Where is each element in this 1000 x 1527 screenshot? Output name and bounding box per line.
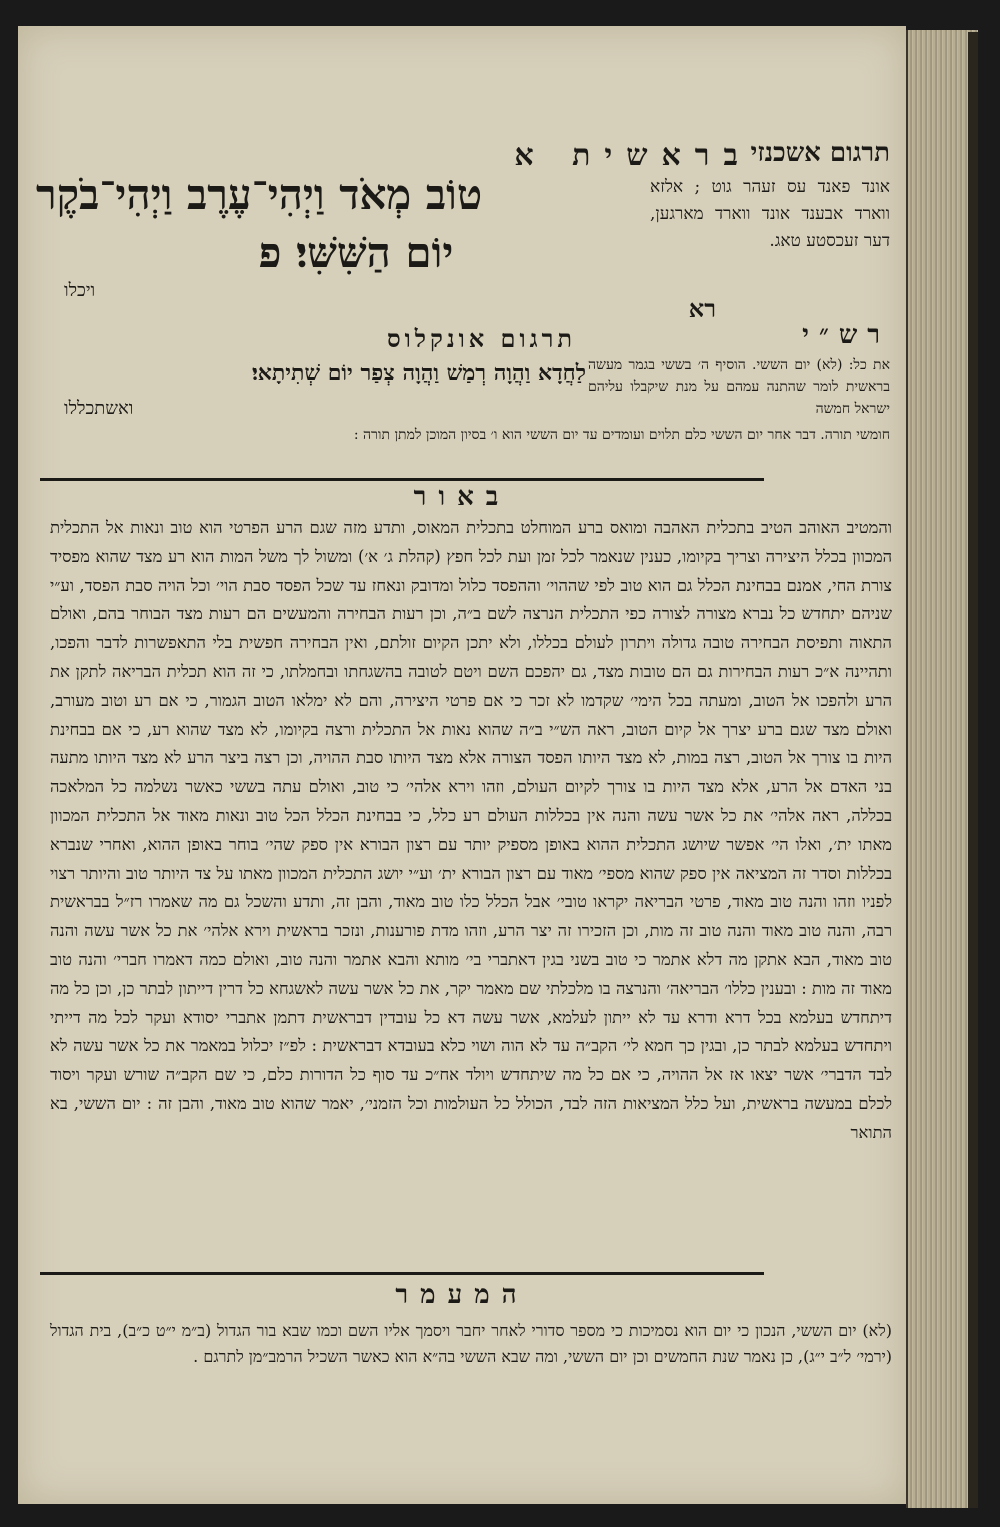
verse-line-1: טוֹב מְאֹד וַיְהִי־עֶרֶב וַיְהִי־בֹקֶר (36, 170, 483, 219)
rashi-commentary-continued: חומשי תורה. דבר אחר יום הששי כלם תלוים ועומדים עד יום הששי הוא ו׳ בסיון המוכן למתן תורה : (353, 427, 890, 443)
hebrew-verse (36, 166, 636, 282)
targum-ashkenazi-title: תרגום אשכנזי (750, 138, 890, 168)
divider-rule (40, 478, 764, 481)
biur-commentary: והמטיב האוהב הטיב בתכלית האהבה ומואס ברע המוחלט בתכלית המאוס, ותדע מזה שגם הרע הפרטי הוא טוב ונאות אל התכלית המכוון בכלל היצירה וצריך בקיומו, כענין שנאמר לכל זמן ועת לכל חפץ (קהלת ג׳ א׳) ומשול לך משל המות הוא רע מצד שהוא מפסיד צורת החי, אמנם בבחינת הכלל גם הוא טוב לפי שההוי׳ וההפסד כלול ומדובק ונאחז עד שכל הפסד סבת הוי׳ וכל הויה סבת הפסד, וע״י שניהם יתחדש כל נברא מצורה לצורה כפי התכלית הנרצה לשם ב״ה, וכן רעות הבחירה והמעשים הם רעות מצד הבוחר בהם, ואולם התאוה ותפיסת הבחירה טובה גדולה ויתרון לעולם בכללו, ולא יתכן הקיום זולתם, ואין הבחירה חפשית בלי התאפשרות לדבר והפכו, ותהיינה א״כ רעות הבחירות גם הם טובות מצד, גם יהפכם השם ויטם לטובה בהשגחתו ובחמלתו, כי זה הוא תכלית הבריאה לתקן את הרע ולהפכו אל הטוב, ומעתה בכל הימי׳ שקדמו לא זכר כי אם פרטי היצירה, והם לא ימלאו הטוב הגמור, כי אם רע וטוב מעורב, ואולם מצד שגם ברע יצרך אל קיום הטוב, ראה הש״י ב״ה שהוא נאות אל התכלית ורצה בקיומו, לא מצד שהוא רע, כי אם בבחינת היות בו צורך אל הטוב, רצה במות, לא מצד היותו הפסד הצורה אלא מצד היותו סבת ההויה, וכן רצה ביצר הרע לא מצד היותו מתעה בני האדם אל הרע, אלא מצד היות בו צורך לקיום העולם, וזהו וירא אלהי׳ כי טוב, ואולם עתה בששי כאשר נשלמה כל המלאכה בכללה, ראה אלהי׳ את כל אשר עשה והנה אין בכללות העולם רע כלל, כי בבחינת הכלל הכל טוב ונאות מאוד אל התכלית המכוון מאתו ית׳, ואלו הי׳ אפשר שיושג התכלית ההוא באופן מספיק יותר עם רצון הבורא אין ספק שהי׳ בוחר באופן ההוא, ואחרי שנברא בכללות וסדר זה המציאה אין ספק שהוא מספי׳ מאוד עם רצון הבורא ית׳ וע״י יושג התכלית המכוון מאתו על צד היותר טוב והיותר רצוי לפניו וזהו והנה טוב מאוד, פרטי הבריאה יקראו טובי׳ אבל הכלל כלו טוב מאוד, והבן זה, ותדע והשכל גם מה שאמרו רז״ל בבראשית רבה, והנה טוב מאוד והנה טוב זה מות, וכן הזכירו זה יצר הרע, וזהו מדת פורענות, ונזכר בראשית וירא אלהי׳ את כל אשר עשה והנה טוב מאוד, הבא אתקן מה דלא אתמר כי טוב בשני בגין דאתברי בי׳ מותא והבא אתמר והנה טוב, ואולם כמה דאמרו חברי׳ והנה טוב מאוד זה מות : ובענין כללו׳ הבריאה׳ והנרצה בו מלכלתי שם מאמר יקר, את כל אשר עשה לאשגחא כל דרין דייתון לבתר כן, וכן כל מה דיתחדש בעלמא בכל דרא ודרא עד לא ייתון לעלמא, אשר עשה דא כל עובדין דבראשית דתמן אתברי יסודא ועקר לכל מה דייתי ויתחדש בעלמא לבתר כן, ובגין כך חמא לי׳ הקב״ה עד לא הוה ושוי כלא בעובדא דבראשית : לפ״ז יכלול במאמר את כל אשר עשה לא לבד הדברי׳ אשר יצאו אז אל ההויה, כי אם כל מה שיתחדש ויולד אח״כ עד סוף כל הדורות כלם, כי שם הקב״ה שורש ועקר ויסוד לכלם במעשה בראשית, ועל כלל המציאות הזה לבד, הכולל כל העולמות וכל הזמני׳, יאמר שהוא טוב מאוד, והבן זה : יום הששי, בא התואר (50, 518, 892, 1142)
running-header-book-title: בראשית א (514, 138, 752, 173)
rashi-title: רש״י (802, 320, 890, 350)
book-spine-shadow (968, 32, 978, 1508)
onkelos-title: תרגום אונקלוס (386, 324, 576, 353)
maamar-title: המעמר (395, 1280, 529, 1310)
catchword-onkelos: ואשתכללו (64, 398, 134, 419)
catchword-top: ויכלו (64, 280, 96, 301)
rashi-commentary: את כל: (לא) יום הששי. הוסיף ה׳ בששי בגמר מעשה בראשית לומר שהתנה עמהם על מנת שיקבלו עליהם ישראל חמשה (588, 357, 890, 417)
onkelos-verse: לַחֲדָא וַהֲוָה רְמַשׁ וַהֲוָה צְפַר יוֹם שְׁתִיתָאי׃ (251, 360, 586, 386)
biur-title: באור (413, 482, 511, 512)
maamar-commentary: (לא) יום הששי, הנכון כי יום הוא נסמיכות כי מספר סדורי לאחר יחבר ויסמך אליו השם וכמו שבא בור הגדול (ב״מ י״ט כ״ב), בית הגדול (ירמי׳ ל״ב י״ג), כן נאמר שנת החמשים וכן יום הששי, ומה שבא הששי בה״א הוא כאשר השכיל הרמב״מן לתרגם . (50, 1321, 892, 1366)
yiddish-translation: אונד פאנד עס זעהר גוט ; אלזא ווארד אבענד אונד ווארד מארגען, דער זעכסטע טאג. (650, 177, 890, 251)
book-page (18, 26, 906, 1504)
divider-rule (40, 1272, 764, 1275)
catchword-mid: רא (688, 294, 716, 323)
verse-line-2: יוֹם הַשִּׁשִּׁי׃ פ (258, 228, 454, 277)
